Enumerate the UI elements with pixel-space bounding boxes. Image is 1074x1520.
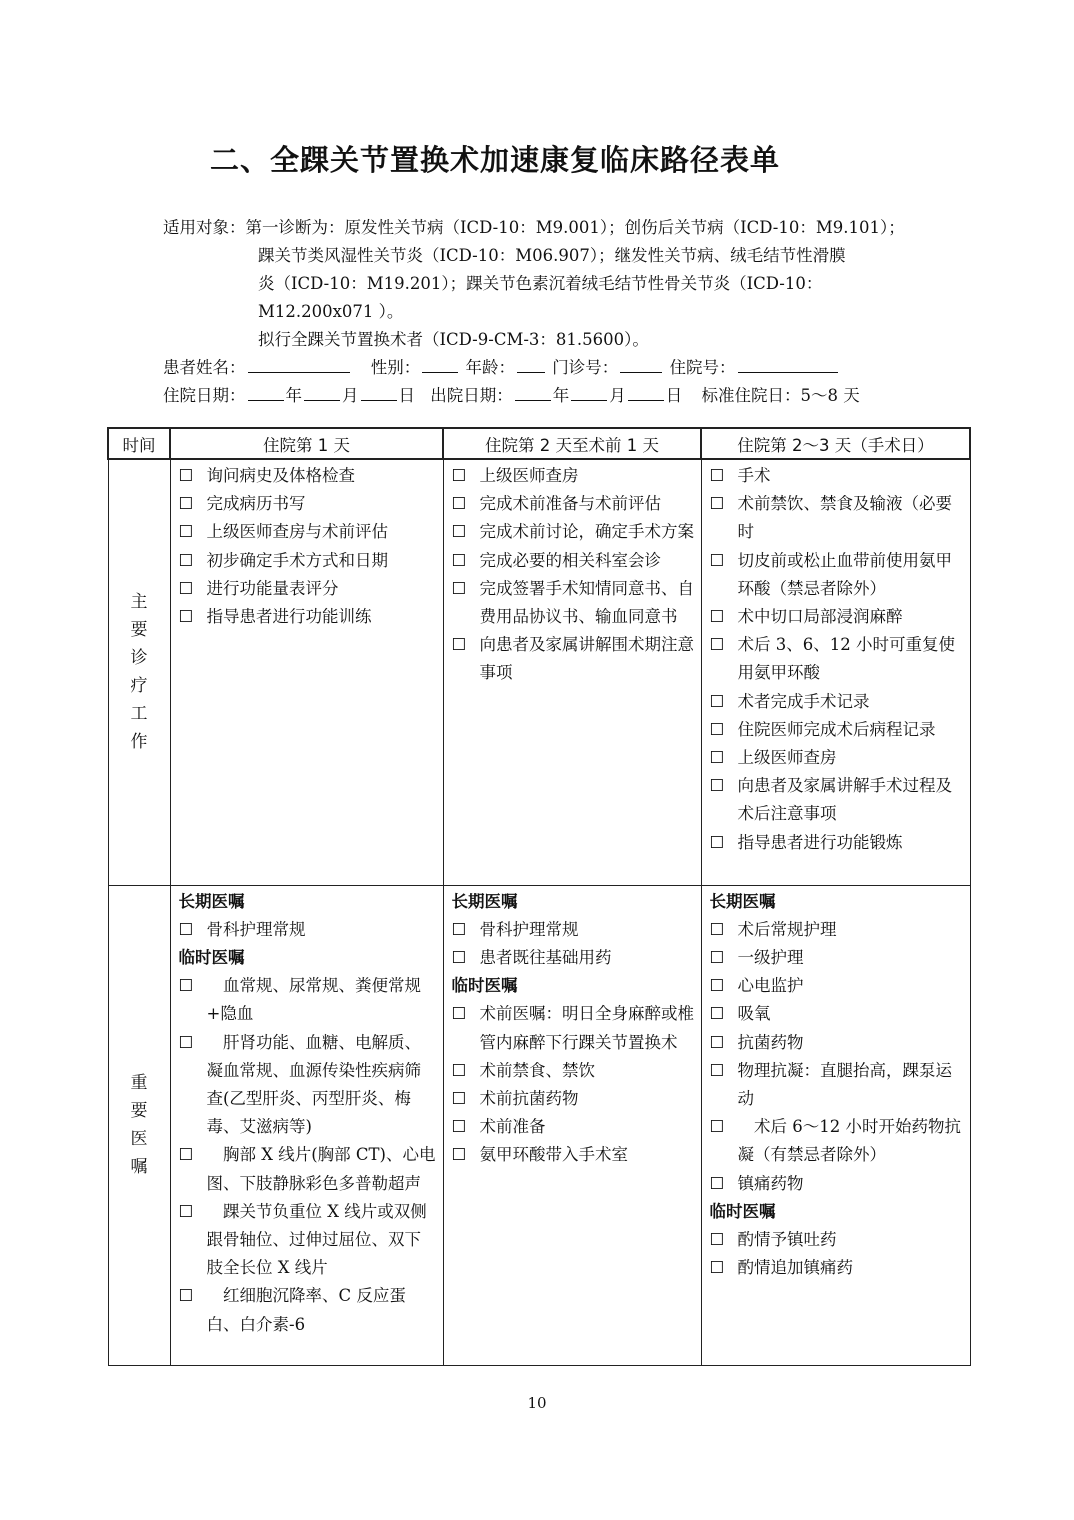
checklist-item-text: 向患者及家属讲解手术过程及术后注意事项 — [737, 776, 952, 824]
header-surgery-day: 住院第 2～3 天（手术日） — [701, 428, 970, 459]
checkbox-icon[interactable]: ☐ — [709, 635, 725, 655]
checkbox-icon[interactable]: ☐ — [451, 550, 467, 570]
checklist-item — [179, 972, 437, 1028]
checkbox-icon[interactable]: ☐ — [178, 919, 194, 939]
checklist-item-text: 心电监护 — [737, 976, 804, 996]
inpatient-label: 住院号： — [669, 358, 736, 377]
checklist-item-text: 物理抗凝：直腿抬高，踝泵运动 — [737, 1060, 952, 1108]
checklist-item — [179, 547, 437, 575]
checklist-item — [710, 1057, 964, 1113]
checkbox-icon[interactable]: ☐ — [709, 1258, 725, 1278]
checklist-item-text: 患者既往基础用药 — [479, 947, 612, 967]
checklist-item-text: 向患者及家属讲解围术期注意事项 — [479, 635, 694, 683]
sex-label: 性别： — [370, 358, 421, 377]
checkbox-icon[interactable]: ☐ — [709, 776, 725, 796]
checklist-item-text: 住院医师完成术后病程记录 — [737, 719, 936, 739]
temporary-orders-heading: 临时医嘱 — [178, 947, 245, 967]
checklist-item-text: 镇痛药物 — [737, 1173, 804, 1193]
checklist-item — [179, 490, 437, 518]
age-field[interactable] — [517, 354, 545, 373]
checklist-item — [179, 1198, 437, 1283]
checkbox-icon[interactable]: ☐ — [709, 1032, 725, 1052]
patient-info-line — [163, 354, 840, 382]
year-label: 年 — [285, 386, 302, 405]
checkbox-icon[interactable]: ☐ — [709, 719, 725, 739]
checklist-item-text: 手术 — [737, 466, 771, 485]
checklist-item — [179, 603, 437, 631]
checklist-item-text: 完成必要的相关科室会诊 — [479, 550, 661, 570]
checklist-item-text: 氨甲环酸带入手术室 — [479, 1145, 628, 1165]
day-label: 日 — [665, 386, 683, 405]
checklist-item — [710, 490, 964, 546]
checklist-item-text: 完成术前讨论，确定手术方案 — [479, 522, 694, 542]
sex-field[interactable] — [422, 354, 458, 373]
checklist-item — [452, 916, 695, 944]
header-time: 时间 — [108, 428, 170, 459]
checkbox-icon[interactable]: ☐ — [451, 635, 467, 655]
page-title: 二、全踝关节置换术加速康复临床路径表单 — [209, 143, 780, 177]
checklist-item — [710, 772, 964, 828]
checklist-item — [710, 1254, 964, 1282]
checklist-item-text: 术前医嘱：明日全身麻醉或椎管内麻醉下行踝关节置换术 — [479, 1004, 694, 1052]
checklist-item — [710, 462, 964, 490]
month-label: 月 — [342, 386, 359, 405]
checklist-item — [452, 575, 695, 631]
checkbox-icon[interactable]: ☐ — [709, 691, 725, 711]
checklist-item — [179, 1029, 437, 1142]
temporary-orders-surgery-day — [710, 1226, 964, 1282]
checklist-item — [452, 547, 695, 575]
long-term-orders-surgery-day — [710, 916, 964, 1198]
checkbox-icon[interactable]: ☐ — [709, 1229, 725, 1249]
row-label-char: 诊 — [130, 648, 148, 669]
checklist-item — [710, 1170, 964, 1198]
discharge-day-field[interactable] — [628, 382, 664, 401]
row-label-char: 嘱 — [130, 1157, 148, 1177]
checklist-item-text: 完成病历书写 — [206, 494, 306, 514]
main-tasks-label — [108, 459, 170, 885]
checklist-item-text: 骨科护理常规 — [479, 919, 579, 939]
long-term-orders-day2 — [452, 916, 695, 972]
checkbox-icon[interactable]: ☐ — [451, 1088, 467, 1108]
checklist-item — [710, 1113, 964, 1169]
main-tasks-day2 — [443, 459, 701, 885]
checkbox-icon[interactable]: ☐ — [709, 947, 725, 967]
name-field[interactable] — [248, 354, 350, 373]
key-orders-surgery-day — [701, 885, 970, 1365]
name-label: 患者姓名： — [163, 358, 246, 377]
clinic-label: 门诊号： — [552, 358, 619, 377]
checklist-item — [452, 1113, 695, 1141]
discharge-year-field[interactable] — [515, 382, 551, 401]
checkbox-icon[interactable]: ☐ — [451, 1145, 467, 1165]
checkbox-icon[interactable]: ☐ — [451, 522, 467, 542]
checklist-item-text: 胸部 X 线片(胸部 CT)、心电图、下肢静脉彩色多普勒超声 — [206, 1145, 436, 1193]
admit-label: 住院日期： — [163, 386, 246, 405]
checkbox-icon[interactable]: ☐ — [178, 1286, 194, 1306]
row-label-char: 医 — [130, 1129, 148, 1149]
long-term-orders-heading: 长期医嘱 — [709, 891, 776, 911]
page-number: 10 — [527, 1394, 547, 1412]
checklist-item — [179, 518, 437, 546]
checklist-item — [179, 1282, 437, 1338]
checklist-item — [452, 490, 695, 518]
scope-line-2: 踝关节类风湿性关节炎（ICD-10：M06.907）；继发性关节病、绒毛结节性滑膜 — [258, 246, 846, 265]
header-day2: 住院第 2 天至术前 1 天 — [443, 428, 701, 459]
checklist-item-text: 术前禁饮、禁食及输液（必要时 — [737, 494, 952, 542]
checklist-item-text: 肝肾功能、血糖、电解质、凝血常规、血源传染性疾病筛查(乙型肝炎、丙型肝炎、梅毒、艾滋病等) — [206, 1032, 421, 1137]
temporary-orders-heading: 临时医嘱 — [709, 1201, 776, 1221]
clinic-field[interactable] — [620, 354, 662, 373]
checkbox-icon[interactable]: ☐ — [451, 947, 467, 967]
checkbox-icon[interactable]: ☐ — [709, 466, 725, 485]
admit-month-field[interactable] — [304, 382, 340, 401]
checkbox-icon[interactable]: ☐ — [709, 1060, 725, 1080]
checklist-item-text: 上级医师查房 — [737, 748, 837, 768]
checklist-item-text: 术后常规护理 — [737, 919, 837, 939]
checklist-item — [452, 1000, 695, 1056]
checklist-item — [710, 916, 964, 944]
checkbox-icon[interactable]: ☐ — [709, 919, 725, 939]
checklist-item — [710, 1000, 964, 1028]
checklist-item — [452, 631, 695, 687]
row-label-char: 重 — [130, 1073, 148, 1093]
discharge-month-field[interactable] — [571, 382, 607, 401]
checklist-item-text: 术者完成手术记录 — [737, 691, 870, 711]
main-tasks-day1 — [170, 459, 443, 885]
checklist-item-text: 术后 6～12 小时开始药物抗凝（有禁忌者除外） — [737, 1117, 961, 1165]
checklist-item — [710, 1226, 964, 1254]
checklist-item — [710, 944, 964, 972]
checklist-item-text: 一级护理 — [737, 947, 804, 967]
checklist-item — [710, 547, 964, 603]
header-day1: 住院第 1 天 — [170, 428, 443, 459]
checklist-item — [452, 1085, 695, 1113]
checkbox-icon[interactable]: ☐ — [178, 976, 194, 996]
row-label-char: 要 — [130, 620, 148, 641]
temporary-orders-heading: 临时医嘱 — [451, 976, 518, 996]
key-orders-day2 — [443, 885, 701, 1365]
checklist-item-text: 术后 3、6、12 小时可重复使用氨甲环酸 — [737, 635, 955, 683]
checklist-item — [179, 1141, 437, 1197]
long-term-orders-day1 — [179, 916, 437, 944]
clinical-pathway-table — [107, 427, 971, 1366]
header-row — [108, 428, 970, 459]
checklist-item-text: 上级医师查房与术前评估 — [206, 522, 388, 542]
checklist-item — [452, 1057, 695, 1085]
checklist-item-text: 术前抗菌药物 — [479, 1088, 579, 1108]
checklist-item — [710, 716, 964, 744]
checkbox-icon[interactable]: ☐ — [451, 1117, 467, 1137]
day-label: 日 — [398, 386, 415, 405]
age-label: 年龄： — [465, 358, 515, 377]
checkbox-icon[interactable]: ☐ — [709, 607, 725, 627]
checkbox-icon[interactable]: ☐ — [709, 832, 725, 852]
checklist-item-text: 切皮前或松止血带前使用氨甲环酸（禁忌者除外） — [737, 550, 952, 598]
checkbox-icon[interactable]: ☐ — [709, 1117, 725, 1137]
checklist-item — [710, 688, 964, 716]
checkbox-icon[interactable]: ☐ — [709, 976, 725, 996]
temporary-orders-day2 — [452, 1000, 695, 1169]
temporary-orders-day1 — [179, 972, 437, 1339]
long-term-orders-heading: 长期医嘱 — [451, 891, 518, 911]
key-orders-day1 — [170, 885, 443, 1365]
row-label-char: 要 — [130, 1101, 148, 1121]
checklist-item — [710, 603, 964, 631]
checklist-item-text: 询问病史及体格检查 — [206, 466, 355, 485]
checkbox-icon[interactable]: ☐ — [451, 494, 467, 514]
checklist-item — [179, 462, 437, 490]
checkbox-icon[interactable]: ☐ — [451, 919, 467, 939]
checkbox-icon[interactable]: ☐ — [709, 550, 725, 570]
row-label-char: 主 — [130, 592, 148, 613]
checkbox-icon[interactable]: ☐ — [451, 1060, 467, 1080]
checkbox-icon[interactable]: ☐ — [178, 494, 194, 514]
checkbox-icon[interactable]: ☐ — [178, 550, 194, 570]
checklist-item-text: 酌情追加镇痛药 — [737, 1258, 853, 1278]
inpatient-field[interactable] — [738, 354, 838, 373]
checklist-item-text: 吸氧 — [737, 1004, 771, 1024]
checkbox-icon[interactable]: ☐ — [178, 1032, 194, 1052]
checklist-item — [710, 631, 964, 687]
checklist-item-text: 红细胞沉降率、C 反应蛋白、白介素-6 — [206, 1286, 406, 1334]
checklist-item-text: 完成术前准备与术前评估 — [479, 494, 661, 514]
checklist-item — [710, 1029, 964, 1057]
checkbox-icon[interactable]: ☐ — [451, 1004, 467, 1024]
checkbox-icon[interactable]: ☐ — [178, 1145, 194, 1165]
checklist-item — [179, 916, 437, 944]
checklist-item-text: 指导患者进行功能训练 — [206, 607, 372, 627]
checkbox-icon[interactable]: ☐ — [451, 466, 467, 485]
checklist-item-text: 骨科护理常规 — [206, 919, 306, 939]
checklist-item — [710, 744, 964, 772]
checklist-item — [452, 944, 695, 972]
row-label-char: 工 — [130, 704, 148, 725]
long-term-orders-heading: 长期医嘱 — [178, 891, 245, 911]
checklist-item — [179, 575, 437, 603]
scope-line-4: M12.200x071 ）。 — [258, 302, 404, 321]
checkbox-icon[interactable]: ☐ — [709, 494, 725, 514]
scope-line-1: 适用对象：第一诊断为：原发性关节病（ICD-10：M9.001）；创伤后关节病（ICD-10：M9.101）； — [163, 218, 905, 237]
checklist-item-text: 完成签署手术知情同意书、自费用品协议书、输血同意书 — [479, 578, 694, 627]
checklist-item-text: 上级医师查房 — [479, 466, 579, 485]
checklist-item-text: 术前准备 — [479, 1117, 546, 1137]
standard-stay: 标准住院日：5～8 天 — [701, 386, 860, 405]
discharge-label: 出院日期： — [430, 386, 513, 405]
checklist-item — [452, 462, 695, 490]
dates-line — [163, 382, 860, 410]
checkbox-icon[interactable]: ☐ — [178, 522, 194, 542]
checklist-item — [452, 1141, 695, 1169]
checkbox-icon[interactable]: ☐ — [178, 578, 194, 598]
year-label: 年 — [552, 386, 570, 405]
checkbox-icon[interactable]: ☐ — [451, 578, 467, 598]
admit-day-field[interactable] — [361, 382, 397, 401]
checkbox-icon[interactable]: ☐ — [709, 1173, 725, 1193]
checkbox-icon[interactable]: ☐ — [178, 1201, 194, 1221]
checklist-item-text: 术前禁食、禁饮 — [479, 1060, 595, 1080]
key-orders-row — [108, 885, 970, 1365]
month-label: 月 — [609, 386, 626, 405]
checklist-item-text: 踝关节负重位 X 线片或双侧跟骨轴位、过伸过屈位、双下肢全长位 X 线片 — [206, 1201, 427, 1278]
admit-year-field[interactable] — [248, 382, 284, 401]
checklist-item-text: 酌情予镇吐药 — [737, 1229, 837, 1249]
checklist-item-text: 指导患者进行功能锻炼 — [737, 832, 903, 852]
row-label-char: 疗 — [130, 676, 148, 697]
checkbox-icon[interactable]: ☐ — [709, 748, 725, 768]
checklist-item-text: 血常规、尿常规、粪便常规+隐血 — [206, 976, 421, 1024]
row-label-char: 作 — [130, 732, 148, 753]
key-orders-label — [108, 885, 170, 1365]
checkbox-icon[interactable]: ☐ — [178, 607, 194, 627]
checklist-item-text: 抗菌药物 — [737, 1032, 804, 1052]
checklist-item — [452, 518, 695, 546]
checklist-item-text: 术中切口局部浸润麻醉 — [737, 607, 903, 627]
main-tasks-row — [108, 459, 970, 885]
scope-line-5: 拟行全踝关节置换术者（ICD-9-CM-3：81.5600）。 — [258, 330, 649, 349]
main-tasks-surgery-day — [701, 459, 970, 885]
checkbox-icon[interactable]: ☐ — [178, 466, 194, 485]
checklist-item — [710, 829, 964, 857]
checkbox-icon[interactable]: ☐ — [709, 1004, 725, 1024]
checklist-item — [710, 972, 964, 1000]
checklist-item-text: 初步确定手术方式和日期 — [206, 550, 388, 570]
checklist-item-text: 进行功能量表评分 — [206, 578, 339, 598]
scope-line-3: 炎（ICD-10：M19.201）；踝关节色素沉着绒毛结节性骨关节炎（ICD-10： — [258, 274, 823, 293]
